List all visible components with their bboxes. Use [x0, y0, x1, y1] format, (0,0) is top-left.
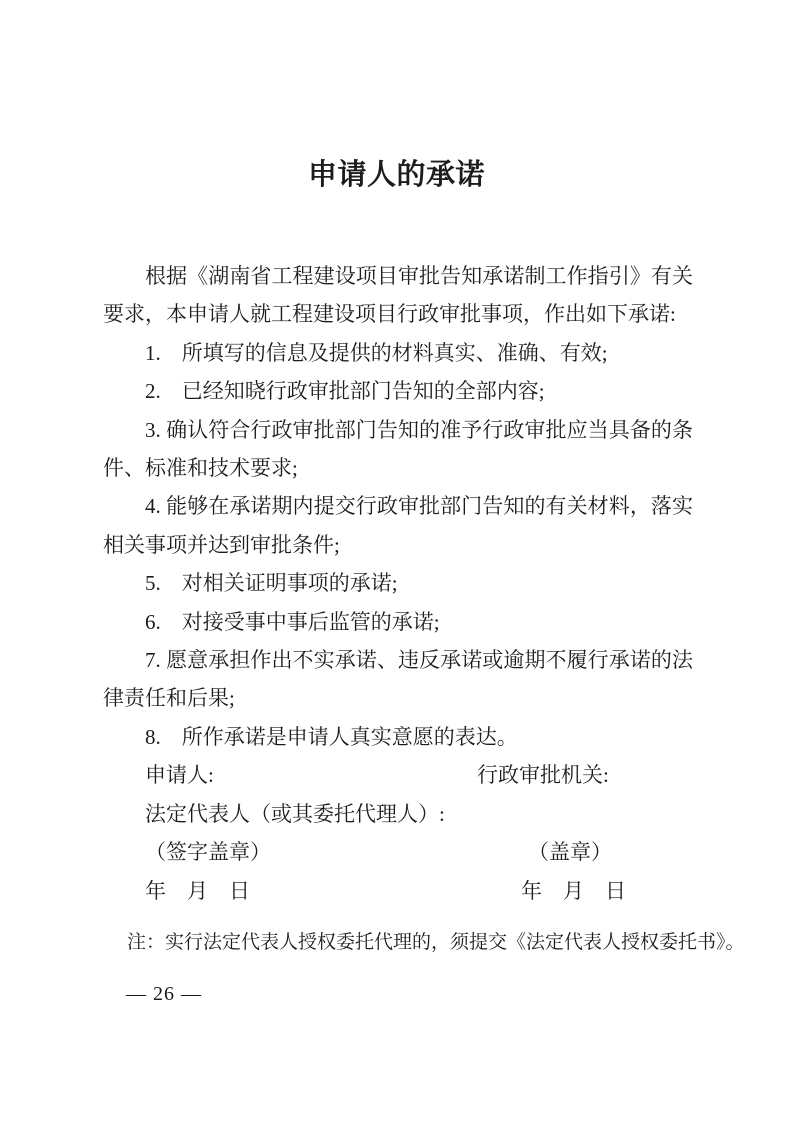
applicant-label: 申请人:: [145, 763, 214, 788]
date-line-right: 年 月 日: [521, 878, 626, 903]
signature-row-parties: [103, 756, 693, 794]
signature-row-dates: [103, 872, 693, 910]
seal-label: （盖章）: [528, 840, 612, 865]
legal-representative-label: 法定代表人（或其委托代理人）:: [145, 801, 445, 826]
sign-seal-label: （签字盖章）: [145, 840, 271, 865]
commitment-item-2: 2. 已经知晓行政审批部门告知的全部内容;: [145, 379, 545, 404]
intro-paragraph: 根据《湖南省工程建设项目审批告知承诺制工作指引》有关要求，本申请人就工程建设项目行政审批事项，作出如下承诺:: [103, 264, 693, 327]
date-line-left: 年 月 日: [145, 878, 250, 903]
commitment-item-3: 3. 确认符合行政审批部门告知的准予行政审批应当具备的条件、标准和技术要求;: [103, 417, 693, 481]
document-title: 申请人的承诺: [307, 159, 485, 191]
footnote: 注：实行法定代表人授权委托代理的，须提交《法定代表人授权委托书》。: [127, 932, 745, 953]
page-number: — 26 —: [126, 983, 202, 1005]
commitment-item-4: 4. 能够在承诺期内提交行政审批部门告知的有关材料，落实相关事项并达到审批条件;: [103, 494, 693, 557]
authority-label: 行政审批机关:: [477, 763, 609, 788]
commitment-item-7: 7. 愿意承担作出不实承诺、违反承诺或逾期不履行承诺的法律责任和后果;: [103, 648, 693, 711]
signature-row-seals: [103, 833, 693, 871]
document-body: [103, 257, 693, 910]
signature-row-legal-rep: [103, 795, 693, 833]
commitment-item-5: 5. 对相关证明事项的承诺;: [145, 571, 398, 596]
commitment-item-8: 8. 所作承诺是申请人真实意愿的表达。: [145, 724, 518, 749]
commitment-item-6: 6. 对接受事中事后监管的承诺;: [145, 609, 440, 634]
commitment-item-1: 1. 所填写的信息及提供的材料真实、准确、有效;: [145, 340, 608, 365]
